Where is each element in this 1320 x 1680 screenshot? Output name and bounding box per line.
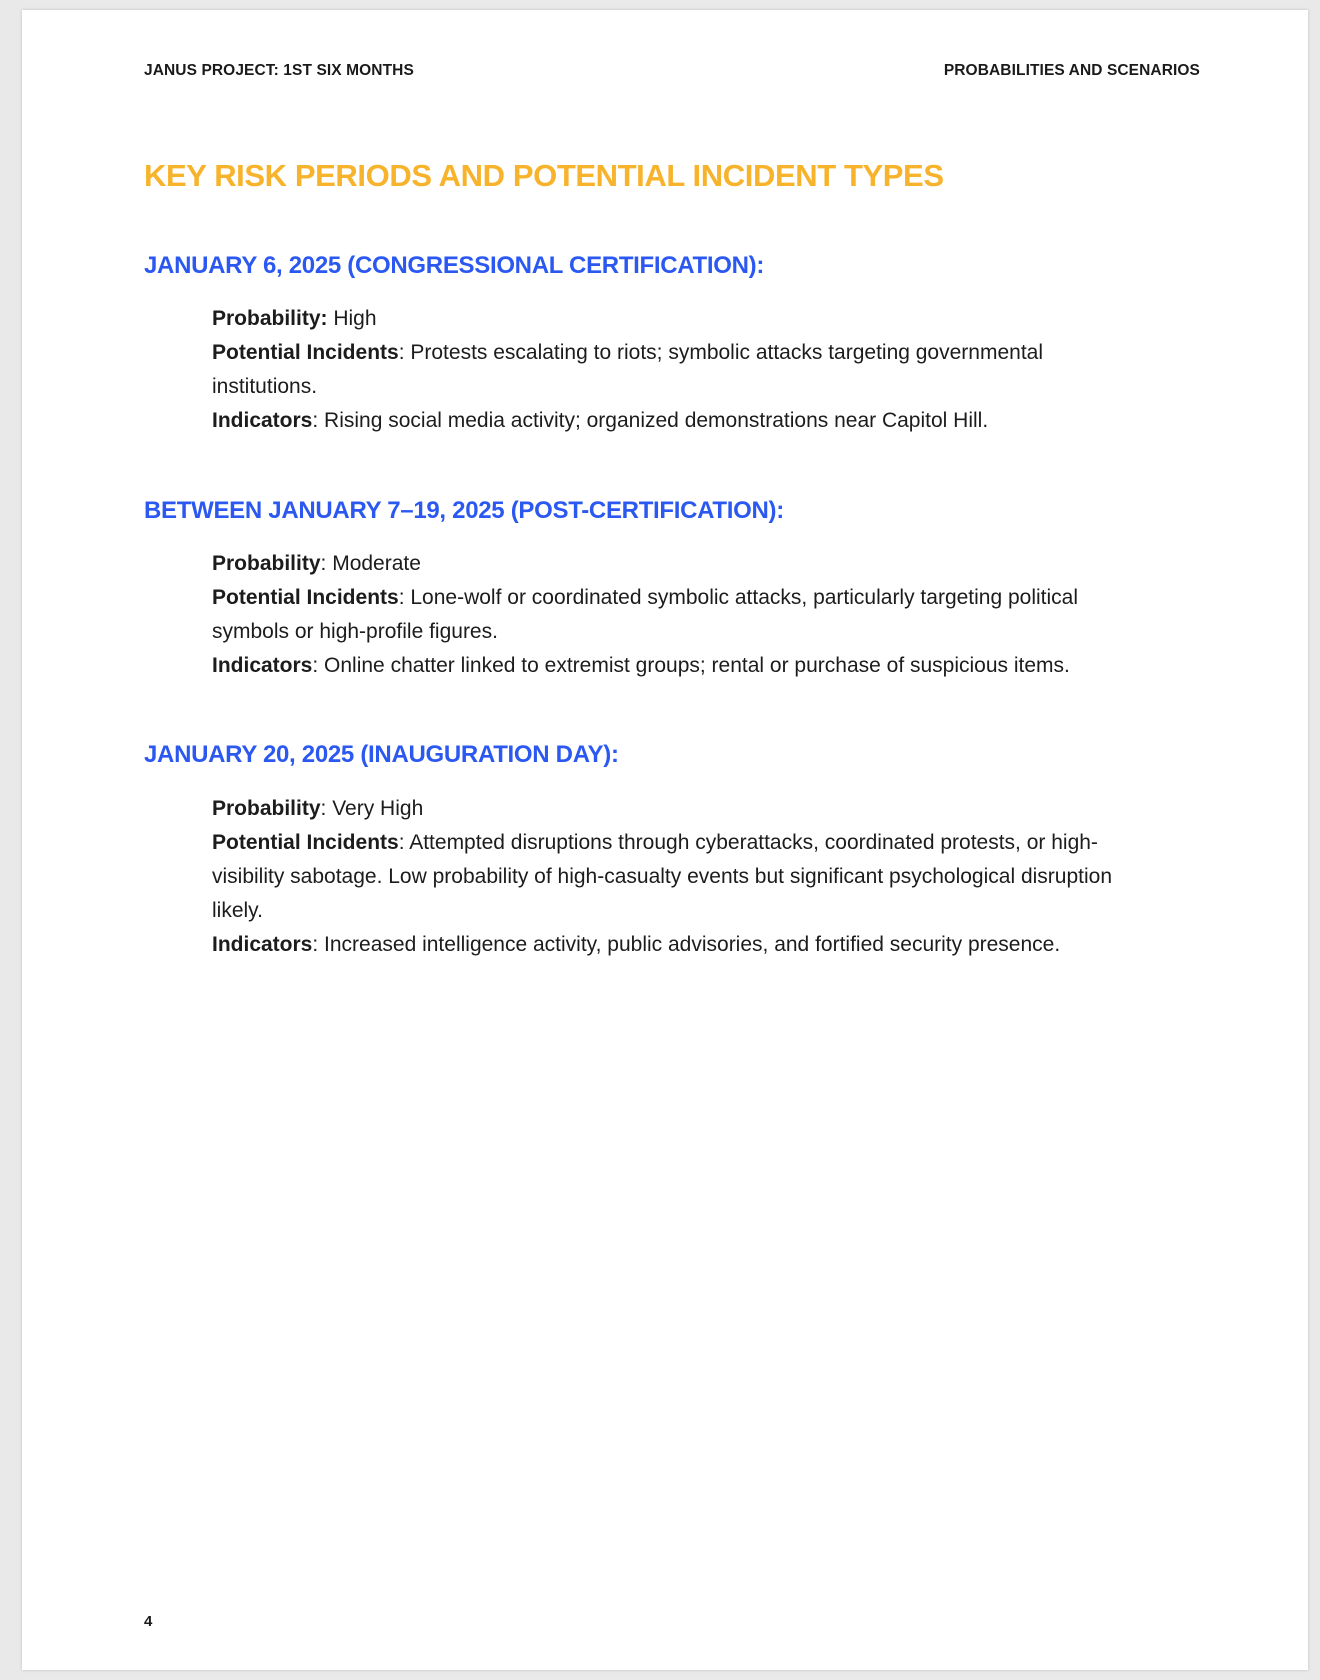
section-heading: BETWEEN JANUARY 7–19, 2025 (POST-CERTIFICATION): [144, 496, 784, 524]
section-body [212, 547, 1142, 683]
detail-label: Potential Incidents [212, 586, 399, 610]
detail-line [212, 928, 1142, 962]
detail-text: : Very High [320, 797, 424, 821]
section-body [212, 302, 1142, 438]
detail-label: Indicators [212, 654, 313, 678]
detail-label: Potential Incidents [212, 831, 399, 855]
detail-label: Indicators [212, 933, 313, 957]
detail-text: High [327, 307, 377, 331]
detail-line [212, 404, 1142, 438]
detail-line [212, 547, 1142, 581]
detail-text: : Moderate [320, 552, 421, 576]
risk-period-section-2 [144, 497, 1200, 684]
detail-line [212, 336, 1142, 404]
detail-line [212, 302, 1142, 336]
page-number: 4 [144, 1613, 153, 1630]
section-heading: JANUARY 6, 2025 (CONGRESSIONAL CERTIFICATION): [144, 251, 765, 279]
detail-label: Indicators [212, 409, 313, 433]
section-body [212, 792, 1142, 962]
risk-period-section-1 [144, 252, 1200, 439]
detail-text: : Attempted disruptions through cyberattacks, coordinated protests, or high-visibility sabotage. Low probability of high-casualty events but significant psychological disruption likely. [212, 831, 1112, 923]
detail-label: Probability [212, 552, 321, 576]
detail-text: : Protests escalating to riots; symbolic attacks targeting governmental institutions. [212, 341, 1043, 399]
detail-label: Potential Incidents [212, 341, 399, 365]
running-header-right: PROBABILITIES AND SCENARIOS [943, 62, 1200, 79]
detail-line [212, 581, 1142, 649]
detail-text: : Rising social media activity; organized demonstrations near Capitol Hill. [312, 409, 989, 433]
section-heading: JANUARY 20, 2025 (INAUGURATION DAY): [144, 741, 619, 769]
detail-label: Probability [212, 797, 321, 821]
detail-text: : Lone-wolf or coordinated symbolic attacks, particularly targeting political symbols or high-profile figures. [212, 586, 1079, 644]
detail-line [212, 649, 1142, 683]
detail-line [212, 826, 1142, 928]
detail-text: : Online chatter linked to extremist groups; rental or purchase of suspicious items. [312, 654, 1070, 678]
page-sheet [22, 10, 1308, 1670]
risk-period-section-3 [144, 741, 1200, 962]
detail-line [212, 792, 1142, 826]
detail-text: : Increased intelligence activity, public advisories, and fortified security presence. [312, 933, 1061, 957]
page-title: KEY RISK PERIODS AND POTENTIAL INCIDENT TYPES [144, 158, 944, 193]
running-header [144, 62, 1200, 80]
detail-label: Probability: [212, 307, 328, 331]
running-header-left: JANUS PROJECT: 1ST SIX MONTHS [144, 62, 414, 79]
